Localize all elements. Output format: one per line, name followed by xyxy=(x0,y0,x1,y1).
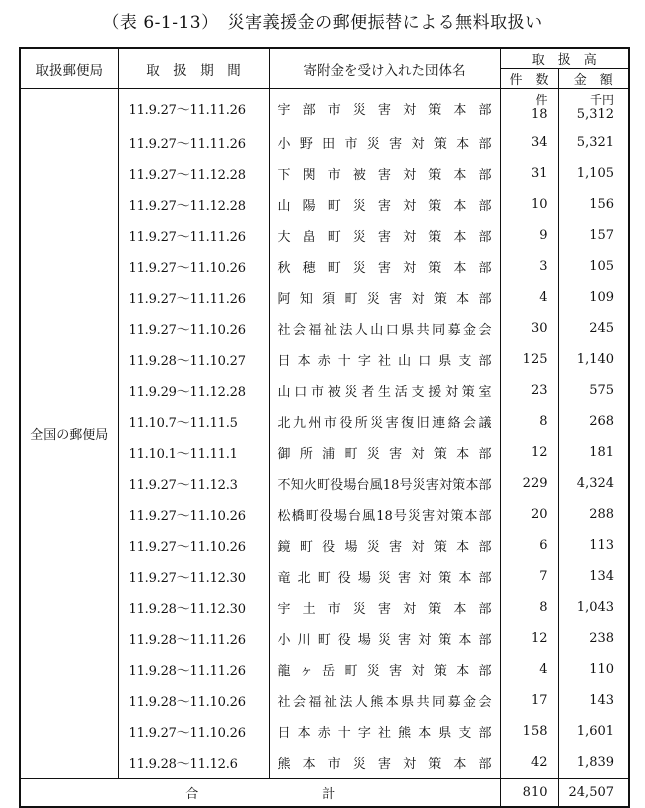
organization-cell xyxy=(269,375,500,406)
organization-name: 小川町役場災害対策本部 xyxy=(277,633,492,648)
amount-cell: 5,321 xyxy=(558,127,629,158)
organization-name: 竜北町役場災害対策本部 xyxy=(277,571,492,586)
organization-name: 北九州市役所災害復旧連絡会議 xyxy=(277,416,492,431)
amount-cell: 181 xyxy=(558,437,629,468)
organization-name: 大畠町災害対策本部 xyxy=(277,230,492,245)
amount-cell: 1,140 xyxy=(558,344,629,375)
count-cell: 125 xyxy=(500,344,558,375)
period-cell: 11.9.27〜11.10.26 xyxy=(118,251,269,282)
amount-unit: 千円 xyxy=(590,93,615,107)
period-cell: 11.9.27〜11.12.28 xyxy=(118,158,269,189)
organization-name: 山口市被災者生活支援対策室 xyxy=(277,385,492,400)
amount-cell xyxy=(558,89,629,128)
period-cell: 11.9.28〜11.12.30 xyxy=(118,592,269,623)
organization-cell xyxy=(269,530,500,561)
count-cell: 229 xyxy=(500,468,558,499)
count-cell: 3 xyxy=(500,251,558,282)
period-cell: 11.9.28〜11.10.26 xyxy=(118,685,269,716)
organization-cell xyxy=(269,654,500,685)
organization-name: 御所浦町災害対策本部 xyxy=(277,447,492,462)
organization-cell xyxy=(269,747,500,779)
organization-name: 宇土市災害対策本部 xyxy=(277,602,492,617)
count-cell: 12 xyxy=(500,623,558,654)
amount-cell: 268 xyxy=(558,406,629,437)
relief-donation-table xyxy=(19,47,630,808)
amount-cell: 1,043 xyxy=(558,592,629,623)
organization-cell xyxy=(269,685,500,716)
amount-cell: 143 xyxy=(558,685,629,716)
header-period: 取 扱 期 間 xyxy=(118,48,269,89)
amount-cell: 1,601 xyxy=(558,716,629,747)
organization-cell xyxy=(269,313,500,344)
total-amount: 24,507 xyxy=(558,779,629,808)
amount-cell: 105 xyxy=(558,251,629,282)
amount-cell: 245 xyxy=(558,313,629,344)
organization-cell xyxy=(269,437,500,468)
period-cell: 11.9.27〜11.12.30 xyxy=(118,561,269,592)
organization-cell xyxy=(269,251,500,282)
count-cell: 158 xyxy=(500,716,558,747)
organization-cell xyxy=(269,561,500,592)
organization-name: 下関市被害対策本部 xyxy=(277,168,492,183)
organization-name: 松橋町役場台風18号災害対策本部 xyxy=(277,509,492,524)
period-cell: 11.9.27〜11.12.3 xyxy=(118,468,269,499)
count-cell xyxy=(500,89,558,128)
period-cell: 11.9.27〜11.11.26 xyxy=(118,127,269,158)
count-cell: 31 xyxy=(500,158,558,189)
organization-name: 鏡町役場災害対策本部 xyxy=(277,540,492,555)
amount-cell: 110 xyxy=(558,654,629,685)
organization-name: 山陽町災害対策本部 xyxy=(277,199,492,214)
amount-cell: 4,324 xyxy=(558,468,629,499)
count-cell: 7 xyxy=(500,561,558,592)
table-body xyxy=(20,89,629,779)
organization-cell xyxy=(269,468,500,499)
period-cell: 11.10.7〜11.11.5 xyxy=(118,406,269,437)
count-cell: 30 xyxy=(500,313,558,344)
organization-cell xyxy=(269,716,500,747)
amount-cell: 1,105 xyxy=(558,158,629,189)
organization-cell xyxy=(269,127,500,158)
table-title: （表 6-1-13） 災害義援金の郵便振替による無料取扱い xyxy=(102,13,543,33)
count-cell: 6 xyxy=(500,530,558,561)
count-cell: 23 xyxy=(500,375,558,406)
count-value: 18 xyxy=(530,107,548,122)
period-cell: 11.9.27〜11.11.26 xyxy=(118,220,269,251)
organization-name: 社会福祉法人山口県共同募金会 xyxy=(277,323,492,338)
organization-name: 熊本市災害対策本部 xyxy=(277,757,492,772)
organization-name: 社会福祉法人熊本県共同募金会 xyxy=(277,695,492,710)
count-cell: 12 xyxy=(500,437,558,468)
organization-cell xyxy=(269,592,500,623)
period-cell: 11.9.28〜11.11.26 xyxy=(118,623,269,654)
amount-cell: 288 xyxy=(558,499,629,530)
header-amount: 金 額 xyxy=(558,69,629,89)
total-count: 810 xyxy=(500,779,558,808)
organization-cell xyxy=(269,158,500,189)
amount-cell: 156 xyxy=(558,189,629,220)
total-label: 合計 xyxy=(185,787,336,802)
amount-cell: 157 xyxy=(558,220,629,251)
period-cell: 11.9.27〜11.10.26 xyxy=(118,313,269,344)
amount-cell: 1,839 xyxy=(558,747,629,779)
count-cell: 8 xyxy=(500,592,558,623)
period-cell: 11.9.27〜11.10.26 xyxy=(118,499,269,530)
amount-cell: 113 xyxy=(558,530,629,561)
organization-name: 不知火町役場台風18号災害対策本部 xyxy=(277,478,492,493)
count-cell: 4 xyxy=(500,282,558,313)
total-label-cell xyxy=(20,779,500,808)
organization-cell xyxy=(269,220,500,251)
count-cell: 17 xyxy=(500,685,558,716)
period-cell: 11.9.27〜11.11.26 xyxy=(118,282,269,313)
organization-name: 宇部市災害対策本部 xyxy=(277,102,492,118)
organization-cell xyxy=(269,344,500,375)
period-cell: 11.10.1〜11.11.1 xyxy=(118,437,269,468)
period-cell: 11.9.28〜11.10.27 xyxy=(118,344,269,375)
amount-cell: 134 xyxy=(558,561,629,592)
office-cell: 全国の郵便局 xyxy=(20,89,118,779)
organization-name: 龍ヶ岳町災害対策本部 xyxy=(277,664,492,679)
organization-name: 秋穂町災害対策本部 xyxy=(277,261,492,276)
organization-cell xyxy=(269,406,500,437)
count-cell: 42 xyxy=(500,747,558,779)
organization-name: 小野田市災害対策本部 xyxy=(277,137,492,152)
period-cell: 11.9.28〜11.11.26 xyxy=(118,654,269,685)
header-organization: 寄附金を受け入れた団体名 xyxy=(269,48,500,89)
organization-cell xyxy=(269,623,500,654)
amount-cell: 575 xyxy=(558,375,629,406)
count-cell: 4 xyxy=(500,654,558,685)
organization-name: 阿知須町災害対策本部 xyxy=(277,292,492,307)
header-handled: 取 扱 高 xyxy=(500,48,629,69)
table-row xyxy=(20,89,629,128)
amount-cell: 238 xyxy=(558,623,629,654)
count-cell: 34 xyxy=(500,127,558,158)
header-count: 件 数 xyxy=(500,69,558,89)
period-cell: 11.9.29〜11.12.28 xyxy=(118,375,269,406)
amount-cell: 109 xyxy=(558,282,629,313)
period-cell: 11.9.28〜11.12.6 xyxy=(118,747,269,779)
organization-name: 日本赤十字社山口県支部 xyxy=(277,354,492,369)
amount-value: 5,312 xyxy=(576,107,615,122)
count-cell: 9 xyxy=(500,220,558,251)
organization-cell xyxy=(269,499,500,530)
organization-cell xyxy=(269,89,500,128)
organization-cell xyxy=(269,282,500,313)
count-cell: 10 xyxy=(500,189,558,220)
period-cell: 11.9.27〜11.11.26 xyxy=(118,89,269,128)
header-office: 取扱郵便局 xyxy=(20,48,118,89)
organization-name: 日本赤十字社熊本県支部 xyxy=(277,726,492,741)
period-cell: 11.9.27〜11.10.26 xyxy=(118,530,269,561)
period-cell: 11.9.27〜11.12.28 xyxy=(118,189,269,220)
period-cell: 11.9.27〜11.10.26 xyxy=(118,716,269,747)
count-cell: 8 xyxy=(500,406,558,437)
count-cell: 20 xyxy=(500,499,558,530)
organization-cell xyxy=(269,189,500,220)
total-row xyxy=(20,779,629,808)
count-unit: 件 xyxy=(535,93,548,107)
